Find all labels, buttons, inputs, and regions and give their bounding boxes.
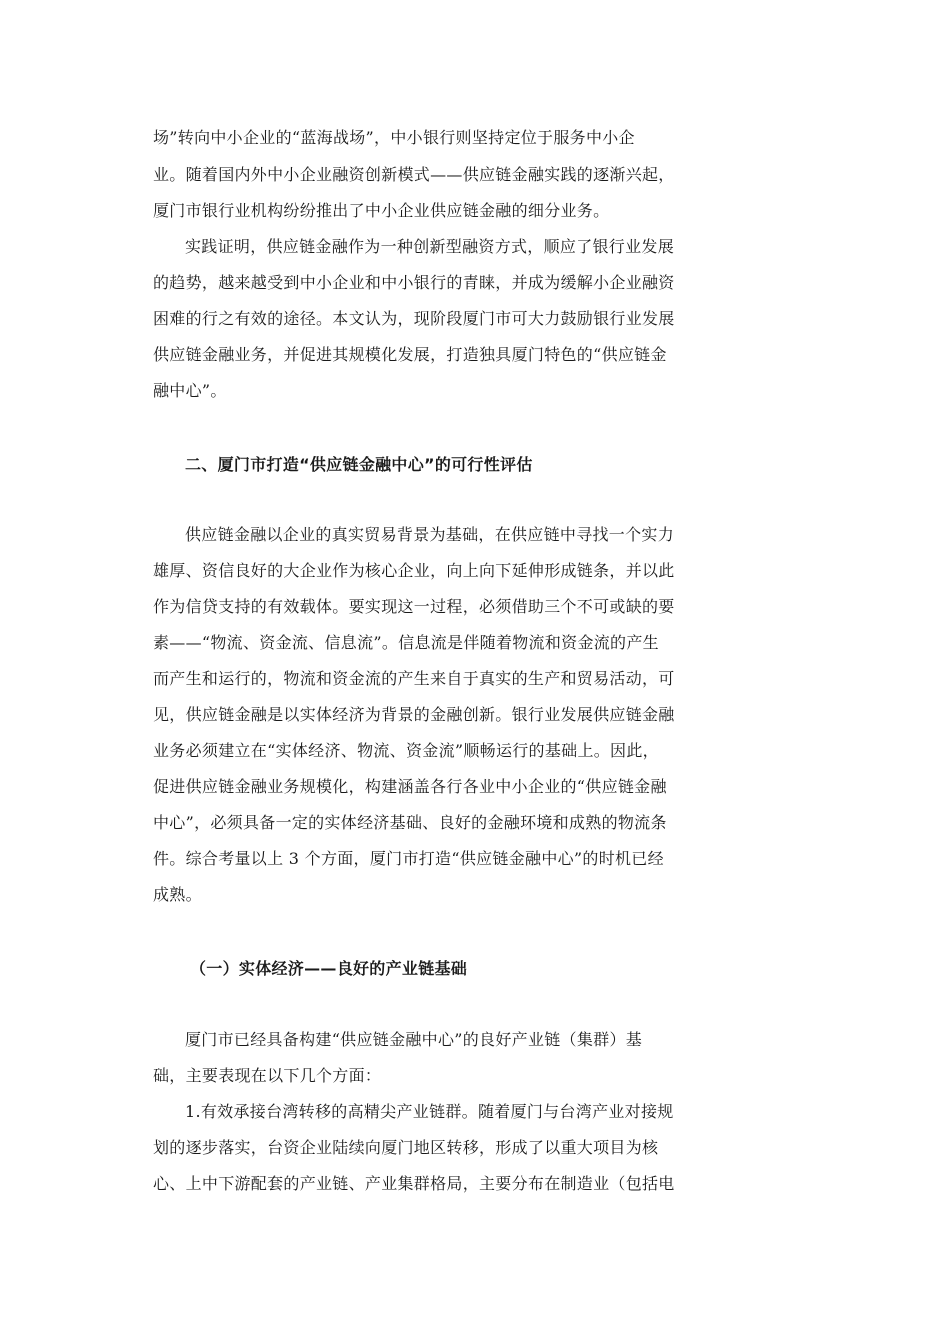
feasibility-line-8: 促进供应链金融业务规模化，构建涵盖各行各业中小企业的“供应链金融 bbox=[153, 777, 667, 796]
feasibility-line-4: 素——“物流、资金流、信息流”。信息流是伴随着物流和资金流的产生 bbox=[153, 633, 659, 652]
practice-line-2: 的趋势，越来越受到中小企业和中小银行的青睐，并成为缓解小企业融资 bbox=[153, 273, 675, 292]
item1-line-2: 划的逐步落实，台资企业陆续向厦门地区转移，形成了以重大项目为核 bbox=[153, 1138, 659, 1157]
practice-line-5: 融中心”。 bbox=[153, 381, 227, 400]
feasibility-line-5: 而产生和运行的，物流和资金流的产生来自于真实的生产和贸易活动，可 bbox=[153, 669, 675, 688]
intro-line-3: 厦门市银行业机构纷纷推出了中小企业供应链金融的细分业务。 bbox=[153, 201, 610, 220]
practice-line-3: 困难的行之有效的途径。本文认为，现阶段厦门市可大力鼓励银行业发展 bbox=[153, 309, 675, 328]
feasibility-line-3: 作为信贷支持的有效载体。要实现这一过程，必须借助三个不可或缺的要 bbox=[153, 597, 675, 616]
feasibility-line-9: 中心”，必须具备一定的实体经济基础、良好的金融环境和成熟的物流条 bbox=[153, 813, 667, 832]
feasibility-line-11: 成熟。 bbox=[153, 885, 202, 904]
feasibility-line-6: 见，供应链金融是以实体经济为背景的金融创新。银行业发展供应链金融 bbox=[153, 705, 675, 724]
item1-line-1: 1.有效承接台湾转移的高精尖产业链群。随着厦门与台湾产业对接规 bbox=[185, 1102, 674, 1121]
industry-line-2: 础，主要表现在以下几个方面： bbox=[153, 1066, 382, 1085]
feasibility-line-2: 雄厚、资信良好的大企业作为核心企业，向上向下延伸形成链条，并以此 bbox=[153, 561, 675, 580]
practice-line-4: 供应链金融业务，并促进其规模化发展，打造独具厦门特色的“供应链金 bbox=[153, 345, 667, 364]
intro-line-2: 业。随着国内外中小企业融资创新模式——供应链金融实践的逐渐兴起， bbox=[153, 165, 675, 184]
intro-line-1: 场”转向中小企业的“蓝海战场”，中小银行则坚持定位于服务中小企 bbox=[153, 128, 635, 147]
industry-line-1: 厦门市已经具备构建“供应链金融中心”的良好产业链（集群）基 bbox=[185, 1030, 643, 1049]
feasibility-line-7: 业务必须建立在“实体经济、物流、资金流”顺畅运行的基础上。因此， bbox=[153, 741, 659, 760]
practice-line-1: 实践证明，供应链金融作为一种创新型融资方式，顺应了银行业发展 bbox=[185, 237, 675, 256]
item1-line-3: 心、上中下游配套的产业链、产业集群格局，主要分布在制造业（包括电 bbox=[153, 1174, 675, 1193]
feasibility-line-10: 件。综合考量以上 3 个方面，厦门市打造“供应链金融中心”的时机已经 bbox=[153, 849, 664, 868]
feasibility-line-1: 供应链金融以企业的真实贸易背景为基础，在供应链中寻找一个实力 bbox=[185, 525, 675, 544]
section-2-heading: 二、厦门市打造“供应链金融中心”的可行性评估 bbox=[185, 455, 533, 474]
subsection-1-heading: （一）实体经济——良好的产业链基础 bbox=[190, 959, 468, 978]
